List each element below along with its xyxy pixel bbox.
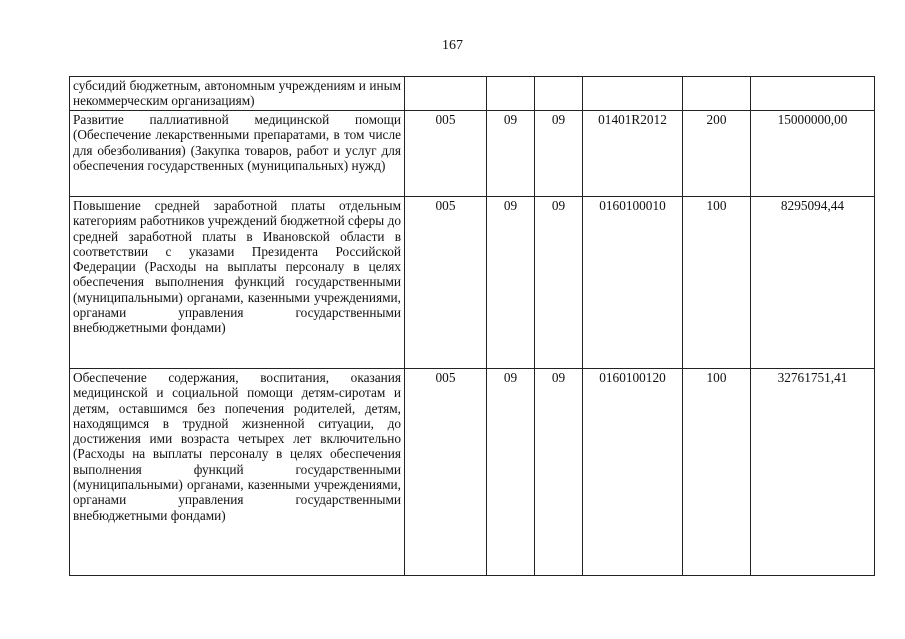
- target-article-code: 01401R2012: [583, 111, 683, 197]
- page-number: 167: [442, 38, 463, 53]
- subsection-code: 09: [535, 369, 583, 576]
- ministry-code: 005: [405, 369, 487, 576]
- table-row: [70, 369, 875, 576]
- expense-type-code: 200: [683, 111, 751, 197]
- expense-type-code: 100: [683, 197, 751, 369]
- amount-value: 8295094,44: [751, 197, 875, 369]
- table-row: [70, 111, 875, 197]
- row-description: субсидий бюджетным, автономным учреждениям и иным некоммерческим организациям): [70, 77, 405, 111]
- amount-value: 15000000,00: [751, 111, 875, 197]
- subsection-code: 09: [535, 111, 583, 197]
- row-description: Развитие паллиативной медицинской помощи (Обеспечение лекарственными препаратами, в том числе для обезболивания) (Закупка товаров, работ и услуг для обеспечения государственных (муниципальных) нужд): [70, 111, 405, 197]
- subsection-code: 09: [535, 197, 583, 369]
- subsection-code: [535, 77, 583, 111]
- section-code: 09: [487, 197, 535, 369]
- ministry-code: 005: [405, 111, 487, 197]
- budget-table: [69, 76, 875, 576]
- table-row: [70, 77, 875, 111]
- target-article-code: 0160100120: [583, 369, 683, 576]
- section-code: 09: [487, 111, 535, 197]
- amount-value: [751, 77, 875, 111]
- section-code: 09: [487, 369, 535, 576]
- section-code: [487, 77, 535, 111]
- ministry-code: 005: [405, 197, 487, 369]
- target-article-code: 0160100010: [583, 197, 683, 369]
- row-description: Обеспечение содержания, воспитания, оказания медицинской и социальной помощи детям-сиротам и детям, оставшимся без попечения родителей, детям, находящимся в трудной жизненной ситуации, до достижения ими возраста четырех лет включительно (Расходы на выплаты персоналу в целях обеспечения выполнения функций государственными (муниципальными) органами, казенными учреждениями, органами управления государственными внебюджетными фондами): [70, 369, 405, 576]
- table-row: [70, 197, 875, 369]
- target-article-code: [583, 77, 683, 111]
- expense-type-code: 100: [683, 369, 751, 576]
- amount-value: 32761751,41: [751, 369, 875, 576]
- row-description: Повышение средней заработной платы отдельным категориям работников учреждений бюджетной сферы до средней заработной платы в Ивановской области в соответствии с указами Президента Российской Федерации (Расходы на выплаты персоналу в целях обеспечения выполнения функций государственными (муниципальными) органами, казенными учреждениями, органами управления государственными внебюджетными фондами): [70, 197, 405, 369]
- ministry-code: [405, 77, 487, 111]
- expense-type-code: [683, 77, 751, 111]
